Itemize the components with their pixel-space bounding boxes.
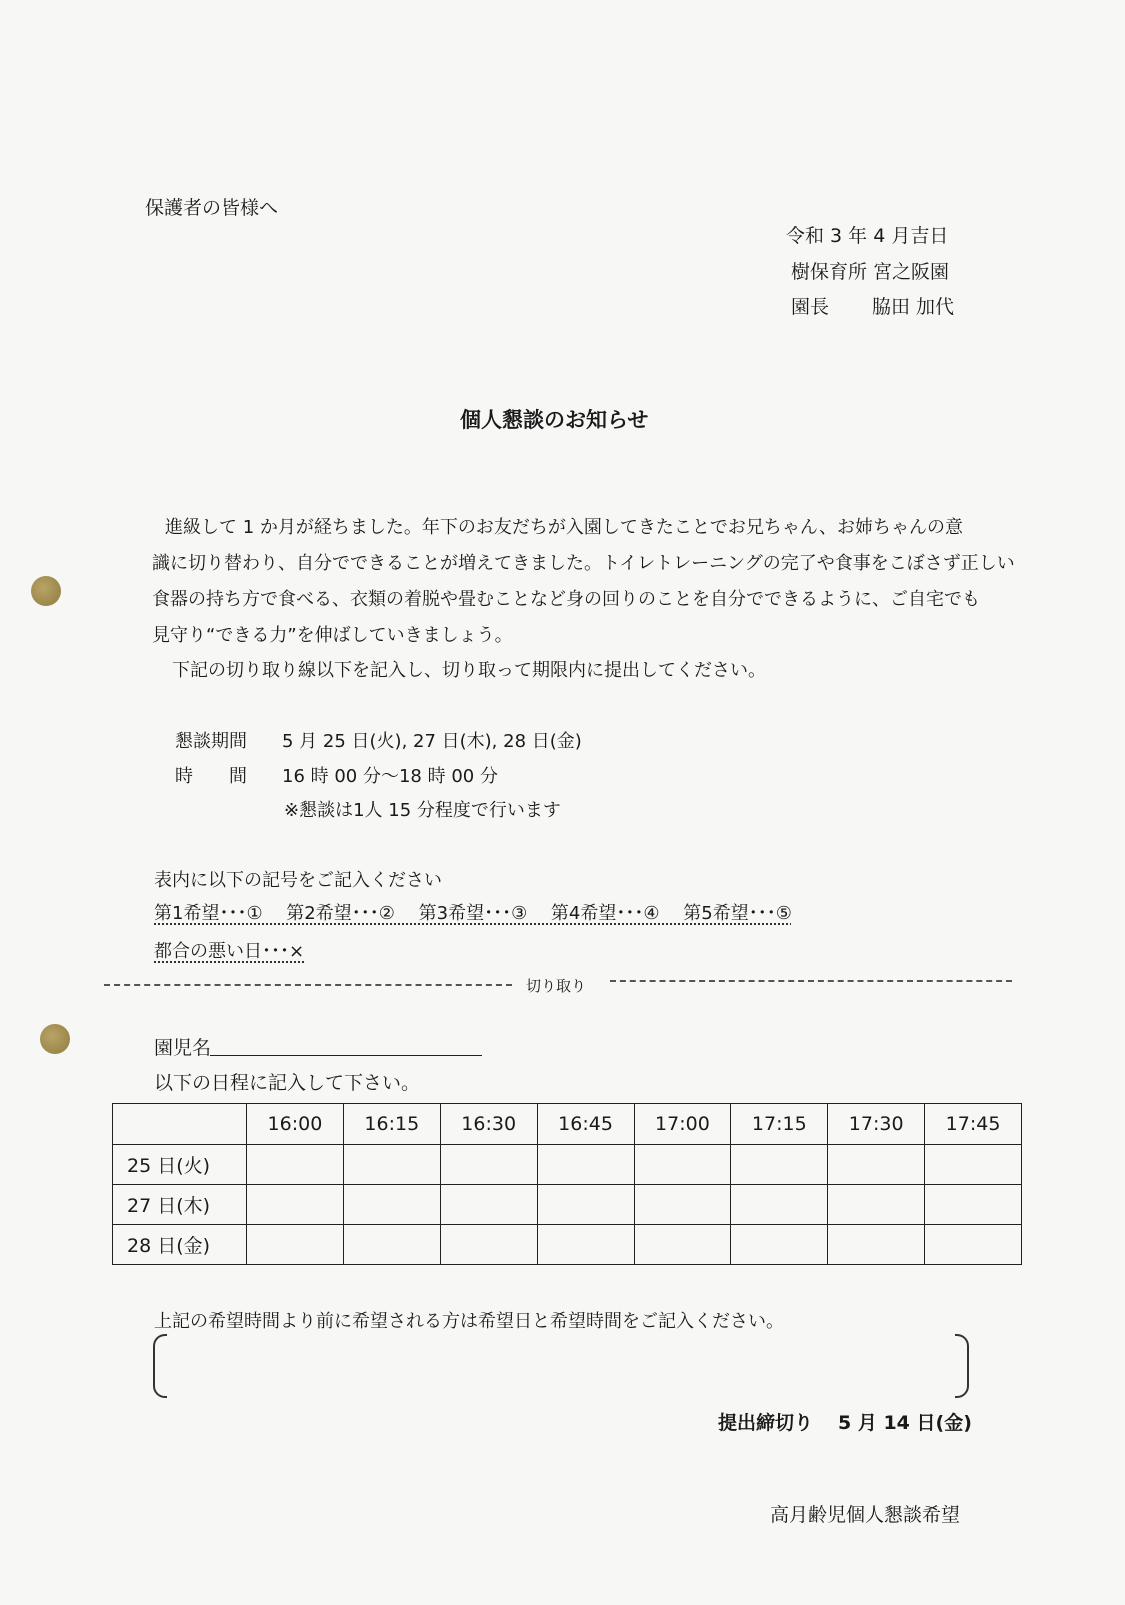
body-line-1: 進級して 1 か月が経ちました。年下のお友だちが入園してきたことでお兄ちゃん、お姉ちゃんの意 [165, 517, 963, 538]
slot-cell[interactable] [828, 1225, 925, 1265]
early-time-field-left-bracket[interactable] [153, 1334, 167, 1398]
schedule-prompt: 以下の日程に記入して下さい。 [154, 1072, 421, 1094]
slot-cell[interactable] [634, 1225, 731, 1265]
duration-note: ※懇談は1人 15 分程度で行います [284, 800, 561, 821]
day-label: 27 日(木) [113, 1185, 247, 1225]
child-name-label: 園児名 [154, 1037, 212, 1059]
slot-cell[interactable] [828, 1185, 925, 1225]
slot-cell[interactable] [343, 1185, 440, 1225]
time-value: 16 時 00 分～18 時 00 分 [282, 766, 498, 787]
slot-cell[interactable] [440, 1185, 537, 1225]
table-row [113, 1225, 1022, 1265]
unavailable-symbol: 都合の悪い日･･･× [154, 941, 305, 962]
cut-line-right [610, 980, 1012, 982]
day-label: 25 日(火) [113, 1145, 247, 1185]
issue-date: 令和 3 年 4 月吉日 [786, 225, 949, 247]
time-header-row [113, 1104, 1022, 1145]
symbol-instructions: 表内に以下の記号をご記入ください [154, 870, 442, 891]
slot-cell[interactable] [247, 1225, 344, 1265]
time-header: 16:15 [343, 1104, 440, 1145]
principal-title: 園長 [791, 296, 830, 318]
punch-hole-bottom [40, 1024, 70, 1054]
slot-cell[interactable] [247, 1185, 344, 1225]
addressee: 保護者の皆様へ [145, 197, 279, 219]
time-header: 16:30 [440, 1104, 537, 1145]
slot-cell[interactable] [343, 1145, 440, 1185]
body-line-5: 下記の切り取り線以下を記入し、切り取って期限内に提出してください。 [172, 660, 766, 681]
slot-cell[interactable] [925, 1185, 1022, 1225]
body-line-2: 識に切り替わり、自分でできることが増えてきました。トイレトレーニングの完了や食事をこぼさず正しい [152, 553, 1015, 574]
early-time-note: 上記の希望時間より前に希望される方は希望日と希望時間をご記入ください。 [154, 1311, 784, 1332]
slot-cell[interactable] [731, 1185, 828, 1225]
preference-symbols: 第1希望･･･① 第2希望･･･② 第3希望･･･③ 第4希望･･･④ 第5希望･･･⑤ [154, 903, 792, 924]
time-header: 17:15 [731, 1104, 828, 1145]
body-line-3: 食器の持ち方で食べる、衣類の着脱や畳むことなど身の回りのことを自分でできるように、ご自宅でも [152, 589, 980, 610]
period-label: 懇談期間 [175, 731, 247, 752]
principal-name: 脇田 加代 [872, 296, 955, 318]
time-header: 16:00 [247, 1104, 344, 1145]
time-header: 17:45 [925, 1104, 1022, 1145]
slot-cell[interactable] [247, 1145, 344, 1185]
deadline-label: 提出締切り [718, 1412, 814, 1434]
slot-cell[interactable] [925, 1225, 1022, 1265]
slot-cell[interactable] [440, 1225, 537, 1265]
slot-cell[interactable] [731, 1225, 828, 1265]
corner-cell [113, 1104, 247, 1145]
slot-cell[interactable] [537, 1145, 634, 1185]
slot-cell[interactable] [343, 1225, 440, 1265]
slot-cell[interactable] [537, 1225, 634, 1265]
slot-cell[interactable] [537, 1185, 634, 1225]
schedule-table [112, 1103, 1022, 1265]
period-value: 5 月 25 日(火), 27 日(木), 28 日(金) [282, 731, 582, 752]
slot-cell[interactable] [440, 1145, 537, 1185]
document-title: 個人懇談のお知らせ [460, 408, 649, 432]
punch-hole-top [31, 576, 61, 606]
time-header: 17:30 [828, 1104, 925, 1145]
slot-cell[interactable] [731, 1145, 828, 1185]
table-row [113, 1145, 1022, 1185]
early-time-field-right-bracket[interactable] [955, 1334, 969, 1398]
child-name-field[interactable] [210, 1055, 482, 1056]
slot-cell[interactable] [925, 1145, 1022, 1185]
table-row [113, 1185, 1022, 1225]
time-label: 時 間 [175, 766, 247, 787]
time-header: 16:45 [537, 1104, 634, 1145]
cut-label: 切り取り [526, 977, 587, 995]
organization-name: 樹保育所 宮之阪園 [791, 261, 950, 283]
deadline-date: 5 月 14 日(金) [838, 1412, 972, 1434]
cut-line-left [104, 984, 512, 986]
slot-cell[interactable] [828, 1145, 925, 1185]
slot-cell[interactable] [634, 1145, 731, 1185]
day-label: 28 日(金) [113, 1225, 247, 1265]
body-line-4: 見守り“できる力”を伸ばしていきましょう。 [152, 625, 513, 646]
slot-cell[interactable] [634, 1185, 731, 1225]
footer-label: 高月齢児個人懇談希望 [770, 1504, 961, 1526]
time-header: 17:00 [634, 1104, 731, 1145]
